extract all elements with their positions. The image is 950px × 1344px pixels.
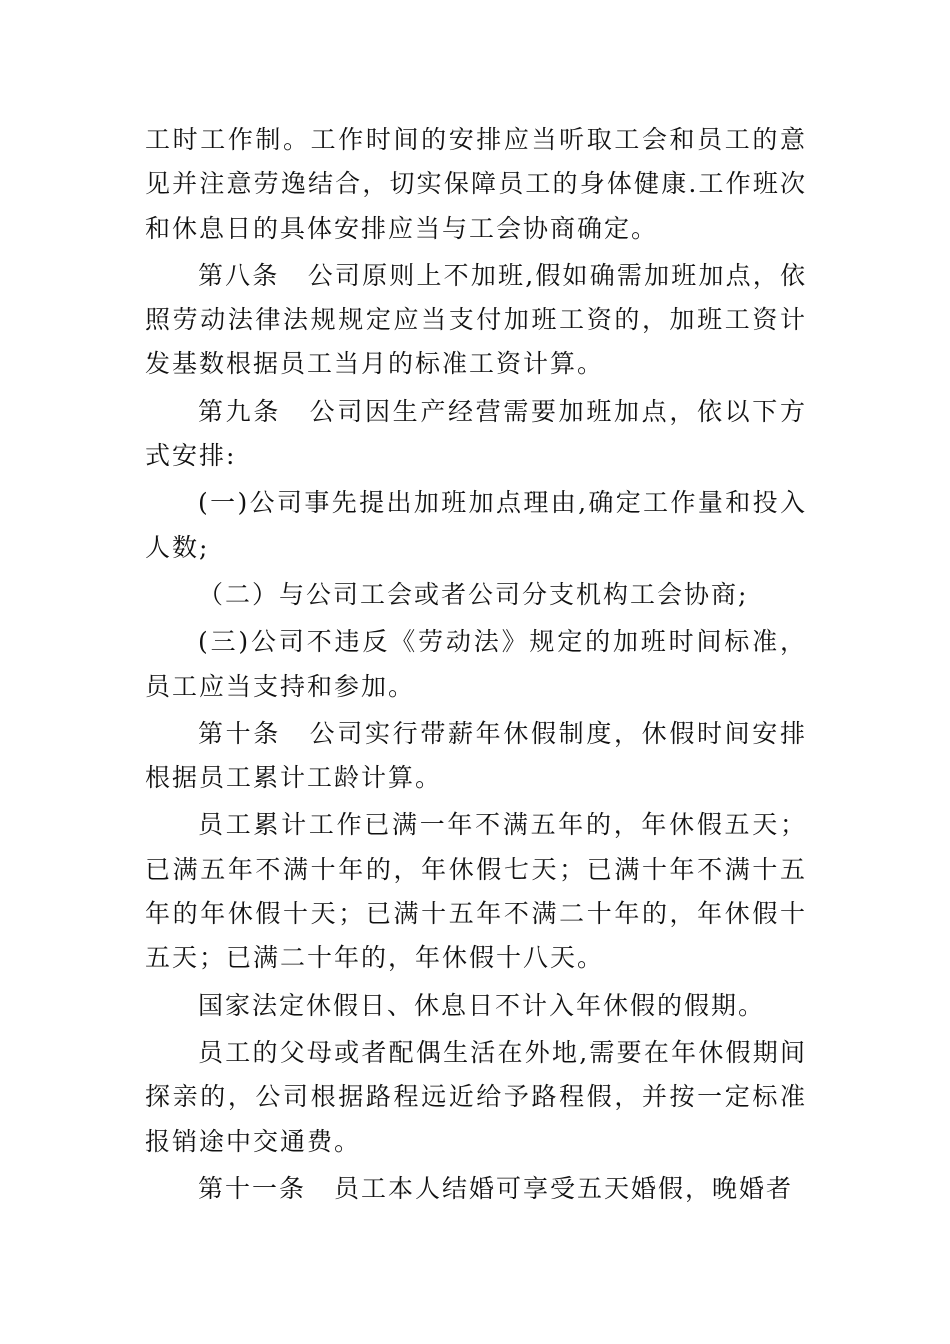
- paragraph-text: 员工累计工作已满一年不满五年的，年休假五天；已满五年不满十年的，年休假七天；已满十年不满十五年的年休假十天；已满十五年不满二十年的，年休假十五天；已满二十年的，年休假十八天。: [145, 810, 807, 973]
- paragraph: [145, 118, 807, 251]
- paragraph-text: 公司原则上不加班,假如确需加班加点，依照劳动法律法规规定应当支付加班工资的，加班工资计发基数根据员工当月的标准工资计算。: [145, 260, 807, 379]
- paragraph-article-10: [145, 712, 807, 801]
- article-number: 第八条: [198, 260, 280, 290]
- paragraph-article-8: [145, 254, 807, 387]
- paragraph: [145, 984, 807, 1028]
- paragraph-article-11: [145, 1167, 807, 1211]
- paragraph-text: 工时工作制。工作时间的安排应当听取工会和员工的意见并注意劳逸结合，切实保障员工的身体健康.工作班次和休息日的具体安排应当与工会协商确定。: [145, 125, 807, 243]
- paragraph-text: 公司因生产经营需要加班加点，依以下方式安排:: [145, 396, 807, 471]
- article-number: 第十一条: [198, 1173, 307, 1203]
- paragraph-text: (一)公司事先提出加班加点理由,确定工作量和投入人数;: [145, 488, 807, 562]
- list-item-2: [145, 573, 807, 617]
- paragraph-article-9: [145, 390, 807, 479]
- paragraph: [145, 803, 807, 980]
- list-item-1: [145, 481, 807, 570]
- paragraph-text: 员工的父母或者配偶生活在外地,需要在年休假期间探亲的，公司根据路程远近给予路程假，并按一定标准报销途中交通费。: [145, 1037, 807, 1156]
- document-body: [145, 118, 807, 1214]
- paragraph: [145, 1031, 807, 1164]
- article-number: 第九条: [198, 396, 281, 426]
- paragraph-text: 员工本人结婚可享受五天婚假，晚婚者: [334, 1173, 794, 1203]
- list-item-3: [145, 620, 807, 709]
- paragraph-text: （二）与公司工会或者公司分支机构工会协商;: [198, 579, 749, 609]
- paragraph-text: 国家法定休假日、休息日不计入年休假的假期。: [198, 990, 766, 1020]
- paragraph-text: 公司实行带薪年休假制度，休假时间安排根据员工累计工龄计算。: [145, 718, 807, 793]
- article-number: 第十条: [198, 718, 281, 748]
- paragraph-text: (三)公司不违反《劳动法》规定的加班时间标准，员工应当支持和参加。: [145, 627, 807, 701]
